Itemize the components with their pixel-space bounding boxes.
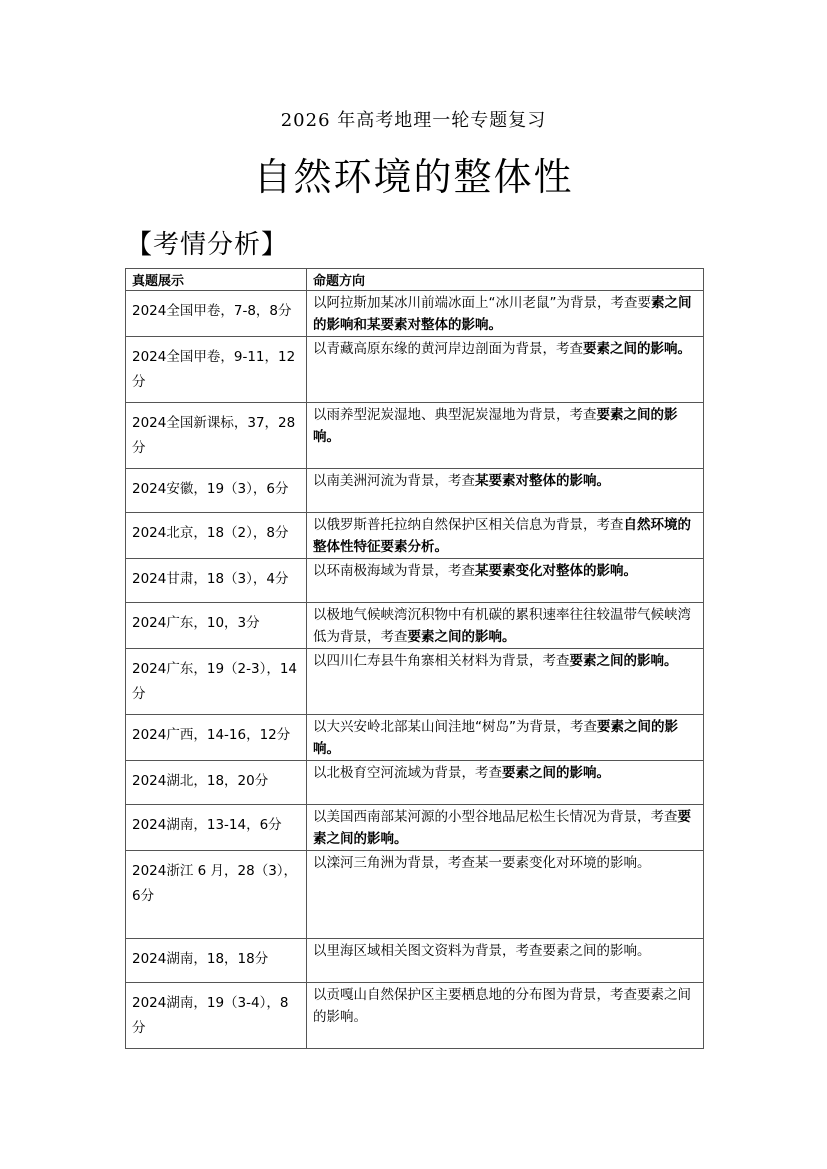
direction-cell	[307, 469, 704, 513]
direction-text: 以北极育空河流域为背景，考查	[313, 765, 502, 781]
table-header-row	[126, 269, 704, 291]
exam-source-cell: 2024甘肃，18（3），4分	[126, 559, 307, 603]
direction-cell	[307, 559, 704, 603]
direction-text: 以南美洲河流为背景，考查	[313, 473, 475, 489]
direction-cell	[307, 337, 704, 403]
exam-source-cell: 2024浙江 6 月，28（3），6分	[126, 851, 307, 939]
exam-analysis-table	[125, 268, 704, 1049]
table-row	[126, 805, 704, 851]
direction-cell	[307, 715, 704, 761]
direction-text: 以四川仁寿县牛角寨相关材料为背景，考查	[313, 653, 570, 669]
table-row	[126, 983, 704, 1049]
table-row	[126, 715, 704, 761]
exam-source-cell: 2024广东，19（2-3），14分	[126, 649, 307, 715]
direction-text: 以滦河三角洲为背景，考查某一要素变化对环境的影响。	[313, 855, 651, 871]
exam-source-cell: 2024安徽，19（3），6分	[126, 469, 307, 513]
direction-cell	[307, 983, 704, 1049]
direction-cell	[307, 851, 704, 939]
direction-text: 以大兴安岭北部某山间洼地“树岛”为背景，考查	[313, 719, 597, 735]
direction-keyword: 要素之间的影响。	[313, 407, 678, 445]
table-row	[126, 559, 704, 603]
direction-keyword: 某要素变化对整体的影响。	[475, 563, 637, 579]
direction-keyword: 要素之间的影响。	[583, 341, 691, 357]
exam-source-cell: 2024湖南，18，18分	[126, 939, 307, 983]
table-row	[126, 851, 704, 939]
direction-cell	[307, 291, 704, 337]
document-subtitle: 2026 年高考地理一轮专题复习	[280, 110, 547, 131]
exam-source-cell: 2024全国甲卷，9-11，12分	[126, 337, 307, 403]
table-row	[126, 603, 704, 649]
table-row	[126, 939, 704, 983]
direction-text: 以环南极海域为背景，考查	[313, 563, 475, 579]
direction-text: 以贡嘎山自然保护区主要栖息地的分布图为背景，考查要素之间的影响。	[313, 987, 691, 1025]
direction-text: 以雨养型泥炭湿地、典型泥炭湿地为背景，考查	[313, 407, 597, 423]
direction-text: 以里海区域相关图文资料为背景，考查要素之间的影响。	[313, 943, 651, 959]
table-row	[126, 649, 704, 715]
direction-text: 以俄罗斯普托拉纳自然保护区相关信息为背景，考查	[313, 517, 624, 533]
exam-source-cell: 2024北京，18（2），8分	[126, 513, 307, 559]
direction-cell	[307, 513, 704, 559]
table-row	[126, 291, 704, 337]
exam-source-cell: 2024广东，10，3分	[126, 603, 307, 649]
direction-keyword: 要素之间的影响。	[313, 719, 678, 757]
table-row	[126, 761, 704, 805]
exam-source-cell: 2024全国甲卷，7-8，8分	[126, 291, 307, 337]
direction-keyword: 素之间的影响和某要素对整体的影响。	[313, 295, 692, 333]
direction-cell	[307, 939, 704, 983]
direction-keyword: 某要素对整体的影响。	[475, 473, 610, 489]
direction-keyword: 要素之间的影响。	[313, 809, 691, 847]
direction-text: 以美国西南部某河源的小型谷地品尼松生长情况为背景，考查	[313, 809, 678, 825]
table-row	[126, 337, 704, 403]
table-row	[126, 469, 704, 513]
column-header-direction: 命题方向	[307, 269, 704, 291]
direction-cell	[307, 603, 704, 649]
direction-text: 以阿拉斯加某冰川前端冰面上“冰川老鼠”为背景，考查要	[313, 295, 651, 311]
direction-text: 以极地气候峡湾沉积物中有机碳的累积速率往往较温带气候峡湾低为背景，考查	[313, 607, 691, 645]
document-title: 自然环境的整体性	[253, 155, 574, 199]
direction-cell	[307, 805, 704, 851]
exam-source-cell: 2024湖南，13-14，6分	[126, 805, 307, 851]
direction-cell	[307, 649, 704, 715]
section-heading: 【考情分析】	[126, 230, 289, 260]
direction-keyword: 自然环境的整体性特征要素分析。	[313, 517, 691, 555]
exam-source-cell: 2024湖南，19（3-4），8分	[126, 983, 307, 1049]
direction-keyword: 要素之间的影响。	[569, 653, 678, 669]
table-row	[126, 403, 704, 469]
direction-cell	[307, 761, 704, 805]
direction-cell	[307, 403, 704, 469]
exam-source-cell: 2024广西，14-16，12分	[126, 715, 307, 761]
direction-text: 以青藏高原东缘的黄河岸边剖面为背景，考查	[313, 341, 583, 357]
table-row	[126, 513, 704, 559]
direction-keyword: 要素之间的影响。	[407, 629, 516, 645]
exam-source-cell: 2024湖北，18，20分	[126, 761, 307, 805]
exam-source-cell: 2024全国新课标，37，28分	[126, 403, 307, 469]
column-header-source: 真题展示	[126, 269, 307, 291]
direction-keyword: 要素之间的影响。	[502, 765, 610, 781]
